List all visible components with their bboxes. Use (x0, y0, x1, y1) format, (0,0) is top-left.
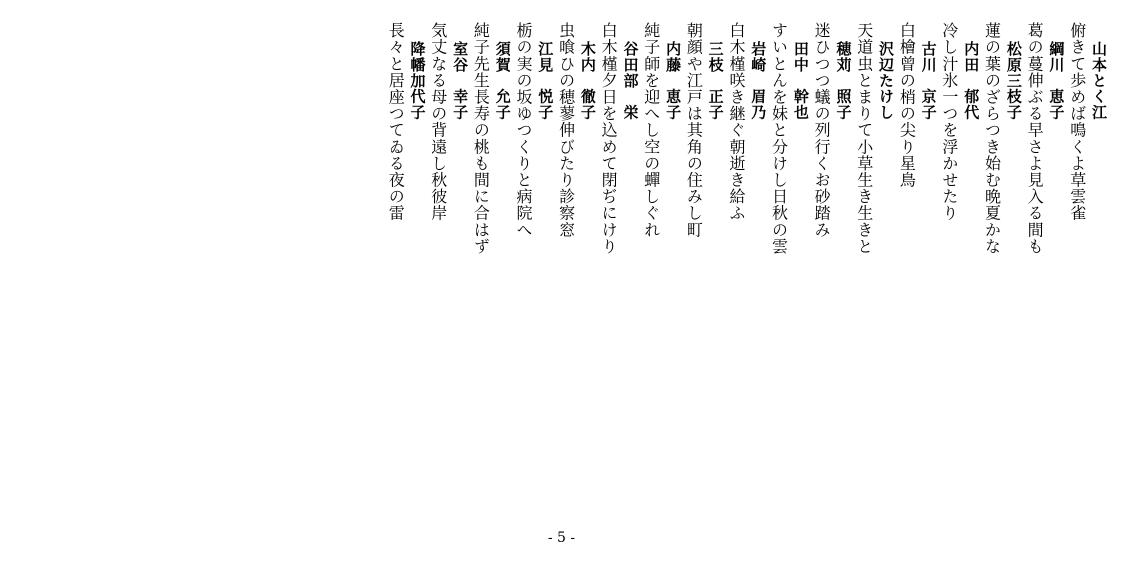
haiku-text: 長々と居座つてゐる夜の雷 (386, 22, 406, 222)
author-name: 内藤 恵子 (664, 41, 683, 120)
haiku-entry (637, 22, 683, 492)
haiku-text: 虫喰ひの穂蓼伸びたり診察窓 (556, 22, 576, 238)
author-name: 田中 幹也 (791, 41, 810, 120)
haiku-text: 天道虫とまりて小草生き生きと (854, 22, 874, 255)
haiku-entry (680, 22, 723, 492)
author-name: 須賀 允子 (493, 41, 512, 120)
haiku-entry (850, 22, 896, 492)
haiku-entry (765, 22, 808, 492)
author-name: 降幡加代子 (408, 41, 427, 120)
haiku-entry (936, 22, 979, 492)
haiku-text: 冷し汁氷一つを浮かせたり (939, 22, 959, 222)
author-name: 穂苅 照子 (834, 41, 853, 120)
author-name: 沢辺たけし (877, 41, 896, 120)
haiku-entry (552, 22, 595, 492)
haiku-text: すいとんを妹と分けし日秋の雲 (769, 22, 789, 255)
page-number: - 5 - (547, 530, 576, 546)
haiku-text: 俯きて歩めば鳴くよ草雲雀 (1067, 22, 1087, 222)
author-name: 木内 徹子 (578, 41, 597, 120)
haiku-text: 白木槿夕日を込めて閉ぢにけり (599, 22, 619, 255)
haiku-entry (1021, 22, 1064, 492)
author-name: 内田 郁代 (962, 41, 981, 120)
haiku-text: 朝顔や江戸は其角の住みし町 (684, 22, 704, 238)
haiku-text: 葛の蔓伸ぶる早さよ見入る間も (1025, 22, 1045, 255)
haiku-text: 蓮の葉のざらつき始む晩夏かな (982, 22, 1002, 255)
author-name: 岩崎 眉乃 (749, 41, 768, 120)
haiku-text: 迷ひつつ蟻の列行くお砂踏み (812, 22, 832, 238)
haiku-entry (382, 22, 425, 492)
haiku-entry (1063, 22, 1106, 492)
haiku-columns (34, 22, 1106, 502)
haiku-entry (595, 22, 638, 492)
author-name: 松原三枝子 (1004, 41, 1023, 120)
author-name: 江見 悦子 (536, 41, 555, 120)
haiku-entry (808, 22, 851, 492)
haiku-entry (723, 22, 766, 492)
author-name: 綱川 恵子 (1047, 41, 1066, 120)
author-name: 三枝 正子 (706, 41, 725, 120)
haiku-text: 栃の実の坂ゆつくりと病院へ (513, 22, 533, 238)
haiku-text: 白木槿咲き継ぐ朝逝き給ふ (726, 22, 746, 222)
haiku-entry (510, 22, 553, 492)
author-name: 山本とく江 (1090, 41, 1108, 120)
haiku-entry (467, 22, 510, 492)
author-name: 室谷 幸子 (451, 41, 470, 120)
haiku-text: 白檜曾の梢の尖り星鳥 (897, 22, 917, 188)
haiku-text: 純子師を迎へし空の蟬しぐれ (641, 22, 661, 238)
haiku-entry (425, 22, 468, 492)
author-name: 谷田部 栄 (621, 41, 640, 120)
haiku-text: 気丈なる母の背遠し秋彼岸 (428, 22, 448, 222)
haiku-entry (893, 22, 936, 492)
haiku-text: 純子先生長寿の桃も間に合はず (471, 22, 491, 255)
haiku-entry (978, 22, 1021, 492)
author-name: 古川 京子 (919, 41, 938, 120)
